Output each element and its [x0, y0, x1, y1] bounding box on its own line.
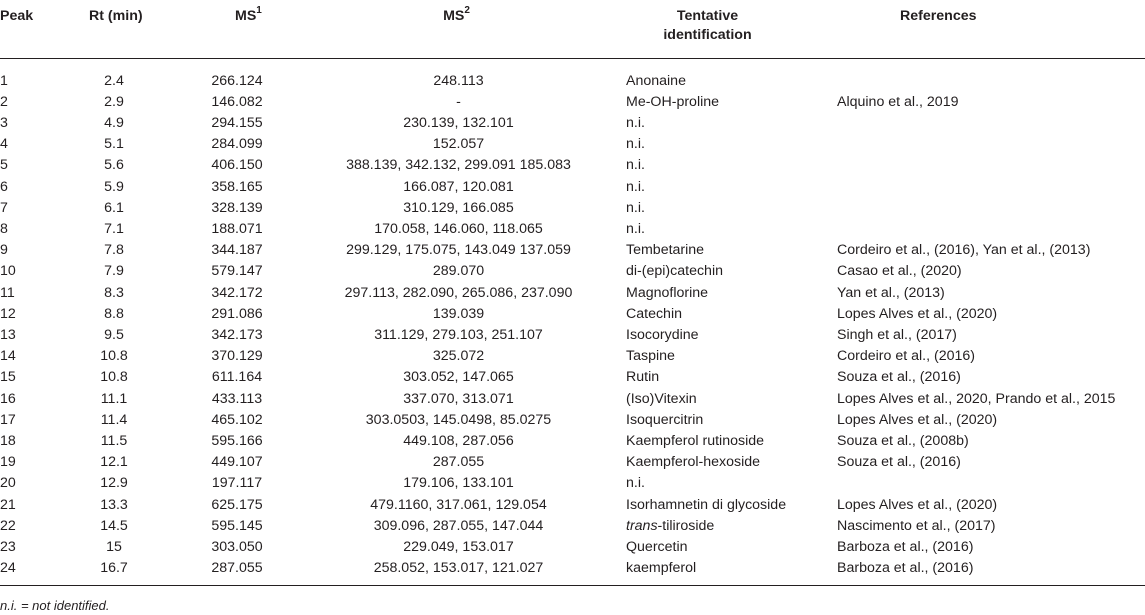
cell-reference	[824, 198, 1145, 219]
cell-ms1: 465.102	[211, 411, 263, 428]
cell-rt: 5.9	[104, 178, 124, 195]
table-row	[0, 346, 1145, 367]
cell-ms2: 139.039	[432, 305, 485, 322]
cell-ms1: 291.086	[211, 305, 263, 322]
cell-peak: 2	[0, 93, 8, 110]
cell-ms2: 297.113, 282.090, 265.086, 237.090	[344, 284, 573, 301]
cell-reference	[824, 177, 1145, 198]
cell-ms1: 284.099	[211, 136, 263, 153]
header-ms2-sup: 2	[464, 5, 470, 17]
cell-reference: Barboza et al., (2016)	[837, 538, 974, 555]
cell-rt: 7.1	[104, 220, 124, 237]
header-references: References	[824, 0, 1145, 58]
cell-ms2: 166.087, 120.081	[403, 178, 514, 195]
table-row	[0, 113, 1145, 134]
cell-ms2: 303.0503, 145.0498, 85.0275	[365, 411, 552, 428]
cell-ms1: 595.166	[211, 432, 263, 449]
cell-ms2: 309.096, 287.055, 147.044	[373, 517, 544, 534]
cell-tentative-identification: Isorhamnetin di glycoside	[626, 496, 787, 513]
cell-peak: 16	[0, 390, 16, 407]
cell-peak: 17	[0, 411, 16, 428]
cell-rt: 14.5	[100, 517, 128, 534]
cell-rt: 7.8	[104, 242, 124, 259]
cell-ms1: 287.055	[180, 558, 300, 586]
cell-tentative-identification: (Iso)Vitexin	[626, 390, 697, 407]
cell-ms2: 299.129, 175.075, 143.049 137.059	[346, 242, 571, 259]
table-header	[0, 0, 1145, 58]
cell-tentative-identification: n.i.	[626, 114, 645, 131]
cell-tentative-identification: Kaempferol-hexoside	[626, 454, 761, 471]
cell-tentative-identification: n.i.	[626, 220, 645, 237]
cell-tentative-identification: Me-OH-proline	[626, 93, 720, 110]
cell-ms2: 325.072	[432, 348, 485, 365]
table-row	[0, 219, 1145, 240]
cell-rt: 2.9	[104, 93, 124, 110]
cell-tentative-identification: Taspine	[626, 348, 675, 365]
cell-ms1: 197.117	[211, 475, 263, 492]
cell-rt: 15	[106, 538, 122, 555]
cell-reference: Nascimento et al., (2017)	[837, 517, 996, 534]
cell-ms2: 449.108, 287.056	[403, 432, 514, 449]
cell-tentative-identification: kaempferol	[613, 558, 824, 586]
table-row	[0, 367, 1145, 388]
cell-ms1: 370.129	[211, 348, 263, 365]
cell-rt: 10.8	[100, 348, 128, 365]
cell-ms1: 611.164	[211, 369, 263, 386]
cell-ms2: 170.058, 146.060, 118.065	[374, 220, 543, 237]
table-row	[0, 389, 1145, 410]
table-row	[0, 198, 1145, 219]
cell-rt: 8.8	[104, 305, 124, 322]
cell-ms1: 433.113	[211, 390, 263, 407]
table-row	[0, 134, 1145, 155]
footnote: n.i. = not identified.	[0, 598, 110, 613]
cell-tentative-identification: Magnoflorine	[626, 284, 709, 301]
table-row	[0, 58, 1145, 92]
cell-reference: Yan et al., (2013)	[837, 284, 945, 301]
cell-peak: 18	[0, 432, 16, 449]
header-peak: Peak	[0, 0, 60, 58]
header-ms1-sup: 1	[256, 5, 262, 17]
cell-ms2: 152.057	[432, 136, 485, 153]
cell-rt: 8.3	[104, 284, 124, 301]
cell-peak: 21	[0, 496, 16, 513]
header-tentative-identification	[613, 0, 824, 58]
cell-ms2: 310.129, 166.085	[403, 199, 514, 216]
header-tent-line1: Tentative	[676, 8, 739, 24]
cell-ms1: 449.107	[211, 454, 263, 471]
cell-tentative-identification: n.i.	[626, 136, 645, 153]
cell-tentative-identification: Isocorydine	[626, 326, 699, 343]
cell-ms1: 344.187	[211, 242, 263, 259]
cell-ms2: 287.055	[432, 454, 485, 471]
cell-ms2: -	[456, 93, 461, 110]
cell-ms2: 179.106, 133.101	[403, 475, 514, 492]
cell-rt: 7.9	[104, 263, 124, 280]
cell-reference	[824, 58, 1145, 92]
cell-reference: Souza et al., (2016)	[837, 454, 961, 471]
cell-tentative-identification: Kaempferol rutinoside	[626, 432, 765, 449]
header-tent-line2: identification	[663, 27, 752, 43]
cell-tentative-identification: n.i.	[626, 178, 645, 195]
cell-reference: Souza et al., (2016)	[837, 369, 961, 386]
cell-peak: 5	[0, 157, 8, 174]
cell-tentative-identification	[613, 516, 824, 537]
cell-peak: 4	[0, 136, 8, 153]
cell-id-italic-prefix: trans	[626, 517, 658, 534]
cell-reference: Cordeiro et al., (2016)	[837, 348, 976, 365]
cell-ms1: 146.082	[211, 93, 263, 110]
cell-tentative-identification: di-(epi)catechin	[626, 263, 723, 280]
cell-reference: Casao et al., (2020)	[837, 263, 962, 280]
cell-ms2: 479.1160, 317.061, 129.054	[370, 496, 547, 513]
cell-reference	[824, 134, 1145, 155]
cell-ms1: 595.145	[211, 517, 263, 534]
cell-ms2: 258.052, 153.017, 121.027	[300, 558, 613, 586]
cell-reference	[824, 219, 1145, 240]
table-row	[0, 537, 1145, 558]
cell-rt: 12.9	[100, 475, 128, 492]
table-row	[0, 495, 1145, 516]
cell-reference: Lopes Alves et al., (2020)	[837, 496, 998, 513]
cell-ms1: 342.173	[211, 326, 263, 343]
cell-rt: 9.5	[104, 326, 124, 343]
cell-rt: 5.1	[104, 136, 124, 153]
cell-peak: 1	[0, 72, 8, 89]
cell-id-suffix: -tiliroside	[657, 517, 715, 534]
cell-ms1: 625.175	[211, 496, 263, 513]
cell-ms1: 294.155	[211, 114, 263, 131]
cell-ms2: 388.139, 342.132, 299.091 185.083	[346, 157, 571, 174]
cell-peak: 6	[0, 178, 8, 195]
cell-ms1: 266.124	[211, 72, 263, 89]
cell-rt: 6.1	[104, 199, 124, 216]
cell-peak: 9	[0, 242, 8, 259]
cell-tentative-identification: n.i.	[626, 157, 645, 174]
header-ms2	[300, 0, 613, 58]
cell-peak: 8	[0, 220, 8, 237]
cell-peak: 19	[0, 454, 16, 471]
cell-ms2: 248.113	[433, 72, 484, 89]
cell-peak: 15	[0, 369, 16, 386]
table-row	[0, 177, 1145, 198]
table-row	[0, 410, 1145, 431]
cell-rt: 2.4	[104, 72, 124, 89]
cell-ms2: 289.070	[432, 263, 485, 280]
cell-ms1: 328.139	[211, 199, 263, 216]
cell-peak: 14	[0, 348, 16, 365]
cell-reference	[824, 113, 1145, 134]
cell-rt: 16.7	[60, 558, 180, 586]
cell-rt: 5.6	[104, 157, 124, 174]
cell-ms1: 342.172	[211, 284, 263, 301]
cell-ms2: 311.129, 279.103, 251.107	[374, 326, 543, 343]
cell-tentative-identification: n.i.	[626, 199, 645, 216]
cell-ms2: 303.052, 147.065	[403, 369, 514, 386]
cell-tentative-identification: Catechin	[626, 305, 682, 322]
cell-rt: 4.9	[104, 114, 124, 131]
table-row	[0, 473, 1145, 494]
table-row	[0, 431, 1145, 452]
cell-ms2: 337.070, 313.071	[403, 390, 514, 407]
table-row	[0, 240, 1145, 261]
table-row	[0, 452, 1145, 473]
cell-reference: Alquino et al., 2019	[837, 93, 959, 110]
cell-peak: 12	[0, 305, 16, 322]
cell-peak: 11	[0, 284, 15, 301]
cell-tentative-identification: Tembetarine	[626, 242, 705, 259]
cell-peak: 13	[0, 326, 16, 343]
cell-rt: 11.5	[100, 432, 128, 449]
header-ms1	[180, 0, 300, 58]
cell-ms1: 303.050	[211, 538, 263, 555]
cell-reference: Singh et al., (2017)	[837, 326, 957, 343]
cell-ms1: 188.071	[211, 220, 263, 237]
table-body	[0, 58, 1145, 586]
table-row	[0, 325, 1145, 346]
cell-rt: 10.8	[100, 369, 128, 386]
cell-reference	[824, 155, 1145, 176]
cell-peak: 23	[0, 538, 16, 555]
cell-tentative-identification: Anonaine	[626, 72, 686, 89]
cell-peak: 3	[0, 114, 8, 131]
header-ms1-label: MS	[235, 8, 257, 24]
cell-rt: 12.1	[100, 454, 128, 471]
cell-ms2: 230.139, 132.101	[403, 114, 514, 131]
cell-reference: Souza et al., (2008b)	[837, 432, 969, 449]
table-row	[0, 92, 1145, 113]
cell-ms1: 406.150	[211, 157, 263, 174]
table-row	[0, 304, 1145, 325]
cell-peak: 20	[0, 475, 16, 492]
table-row	[0, 155, 1145, 176]
cell-peak: 10	[0, 263, 16, 280]
cell-tentative-identification: Rutin	[626, 369, 660, 386]
cell-ms2: 229.049, 153.017	[403, 538, 514, 555]
cell-reference: Barboza et al., (2016)	[824, 558, 1145, 586]
header-ms2-label: MS	[443, 8, 465, 24]
cell-reference: Cordeiro et al., (2016), Yan et al., (2013)	[837, 242, 1091, 259]
table-row	[0, 283, 1145, 304]
cell-rt: 11.4	[100, 411, 128, 428]
table-row	[0, 516, 1145, 537]
cell-reference	[824, 473, 1145, 494]
cell-tentative-identification: Isoquercitrin	[626, 411, 704, 428]
table-row	[0, 261, 1145, 282]
cell-ms1: 358.165	[211, 178, 263, 195]
cell-reference: Lopes Alves et al., 2020, Prando et al., 2015	[837, 390, 1116, 407]
cell-rt: 13.3	[100, 496, 128, 513]
table-row	[0, 558, 1145, 586]
cell-tentative-identification: n.i.	[626, 475, 645, 492]
cell-tentative-identification: Quercetin	[626, 538, 688, 555]
cell-peak: 7	[0, 199, 8, 216]
header-rt: Rt (min)	[60, 0, 180, 58]
cell-ms1: 579.147	[211, 263, 263, 280]
cell-peak: 22	[0, 517, 16, 534]
cell-rt: 11.1	[100, 390, 128, 407]
cell-peak: 24	[0, 558, 60, 586]
cell-reference: Lopes Alves et al., (2020)	[837, 305, 998, 322]
cell-reference: Lopes Alves et al., (2020)	[837, 411, 998, 428]
